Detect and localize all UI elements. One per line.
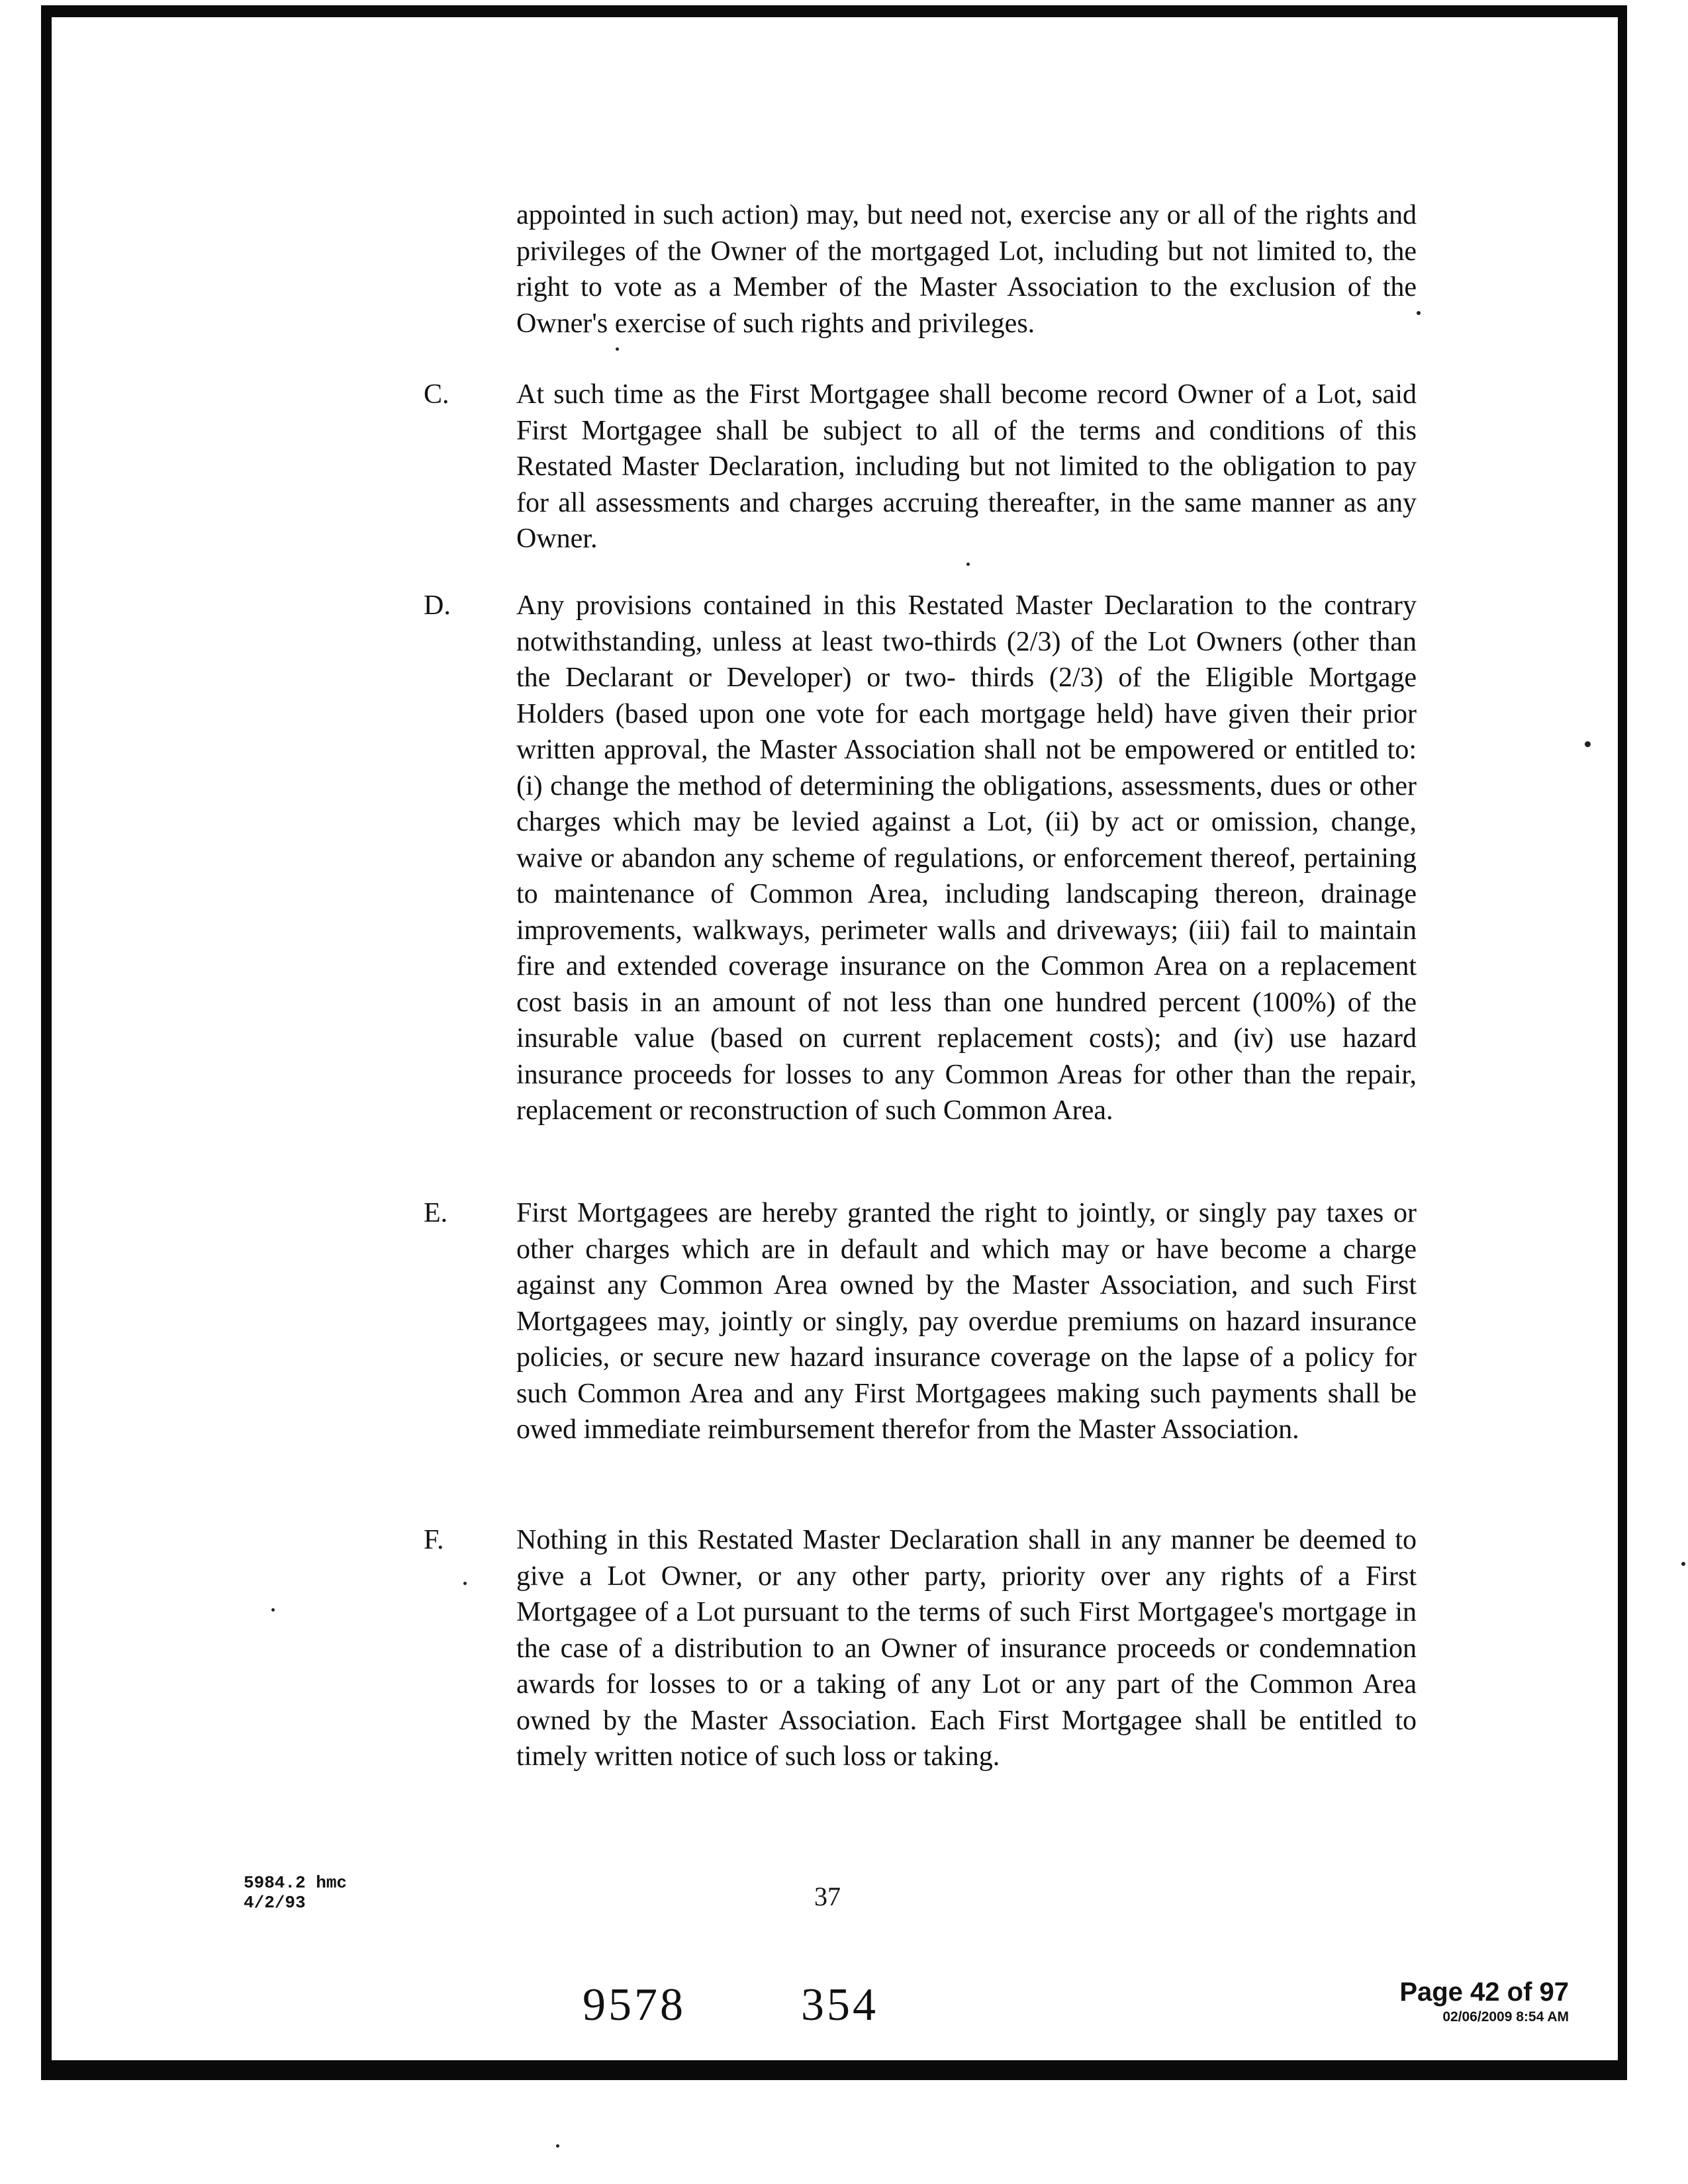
book-number: 9578	[583, 1979, 686, 2030]
continuation-paragraph: appointed in such action) may, but need not, exercise any or all of the rights and privileges of the Owner of the mortgaged Lot, including but not limited to, the right to vote as a Member of the Master Association to the exclusion of the Owner's exercise of such rights and privileges.	[516, 200, 1417, 339]
scan-speck	[1585, 741, 1591, 747]
section-e-text: First Mortgagees are hereby granted the right to jointly, or singly pay taxes or other charges which are in default and which may or have become a charge against any Common Area owned by the Master Association, and such First Mortgagees may, jointly or singly, pay overdue premiums on hazard insurance policies, or secure new hazard insurance coverage on the lapse of a policy for such Common Area and any First Mortgagees making such payments shall be owed immediate reimbursement therefor from the Master Association.	[516, 1198, 1417, 1445]
book-page-number: 354	[801, 1979, 878, 2030]
scan-speck	[1417, 311, 1421, 315]
scan-speck	[556, 2144, 559, 2148]
scan-speck	[1681, 1562, 1685, 1566]
section-d-letter: D.	[424, 590, 451, 621]
stamp-timestamp: 02/06/2009 8:54 AM	[1442, 2009, 1569, 2025]
scan-speck	[463, 1582, 467, 1585]
scan-speck	[271, 1608, 275, 1612]
section-f-text: Nothing in this Restated Master Declaration shall in any manner be deemed to give a Lot Owner, or any other party, priority over any rights of a First Mortgagee of a Lot pursuant to the terms of such First Mortgagee's mortgage in the case of a distribution to an Owner of insurance proceeds or condemnation awards for losses to or a taking of any Lot or any part of the Common Area owned by the Master Association. Each First Mortgagee shall be entitled to timely written notice of such loss or taking.	[516, 1525, 1417, 1772]
scan-speck	[966, 563, 970, 566]
section-e-letter: E.	[424, 1198, 448, 1228]
section-c-letter: C.	[424, 379, 449, 410]
section-c-text: At such time as the First Mortgagee shall become record Owner of a Lot, said First Mortgagee shall be subject to all of the terms and conditions of this Restated Master Declaration, including but not limited to the obligation to pay for all assessments and charges accruing thereafter, in the same manner as any Owner.	[516, 379, 1417, 554]
page-number: 37	[814, 1882, 841, 1911]
scan-speck	[616, 347, 619, 351]
section-f-letter: F.	[424, 1525, 444, 1555]
doc-date: 4/2/93	[244, 1893, 306, 1913]
stamp-page-label: Page 42 of 97	[1399, 1978, 1569, 2007]
doc-code: 5984.2 hmc	[244, 1873, 348, 1893]
section-d-text: Any provisions contained in this Restated Master Declaration to the contrary notwithstanding, unless at least two-thirds (2/3) of the Lot Owners (other than the Declarant or Developer) or two- thirds (2/3) of the Eligible Mortgage Holders (based upon one vote for each mortgage held) have given their prior written approval, the Master Association shall not be empowered or entitled to: (i) change the method of determining the obligations, assessments, dues or other charges which may be levied against a Lot, (ii) by act or omission, change, waive or abandon any scheme of regulations, or enforcement thereof, pertaining to maintenance of Common Area, including landscaping thereon, drainage improvements, walkways, perimeter walls and driveways; (iii) fail to maintain fire and extended coverage insurance on the Common Area on a replacement cost basis in an amount of not less than one hundred percent (100%) of the insurable value (based on current replacement costs); and (iv) use hazard insurance proceeds for losses to any Common Areas for other than the repair, replacement or reconstruction of such Common Area.	[516, 590, 1417, 1126]
document-code	[244, 1873, 347, 1913]
